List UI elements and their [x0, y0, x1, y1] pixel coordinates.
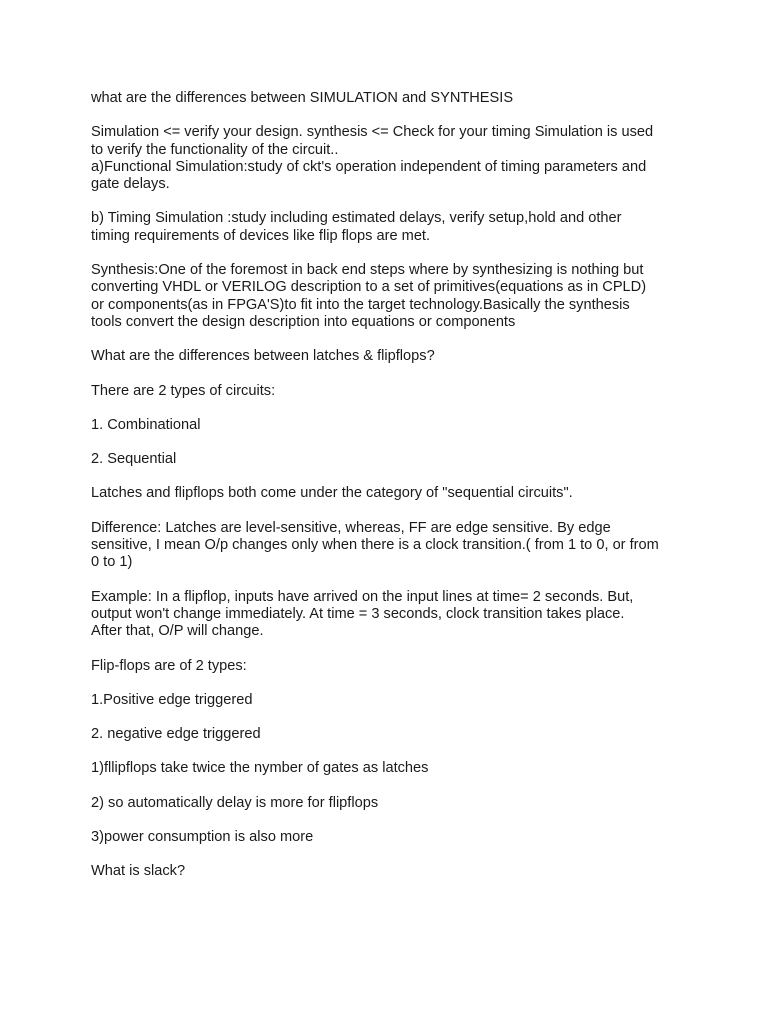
text-line: gate delays.	[91, 176, 170, 193]
document-page	[91, 90, 691, 898]
text-line: After that, O/P will change.	[91, 623, 264, 640]
text-line: Synthesis:One of the foremost in back end steps where by synthesizing is nothing but	[91, 262, 644, 279]
paragraph-synthesis-definition	[91, 262, 691, 331]
text-line: b) Timing Simulation :study including estimated delays, verify setup,hold and other	[91, 210, 622, 227]
paragraph-circuit-types	[91, 383, 691, 400]
text-line: a)Functional Simulation:study of ckt's operation independent of timing parameters and	[91, 158, 647, 175]
text-line: What is slack?	[91, 863, 186, 880]
text-line: sensitive, I mean O/p changes only when there is a clock transition.( from 1 to 0, or from	[91, 537, 659, 554]
paragraph-heading-latches-flipflops	[91, 348, 691, 365]
text-line: 3)power consumption is also more	[91, 829, 314, 846]
paragraph-flipflop-types	[91, 658, 691, 675]
list-item-gate-count	[91, 760, 691, 777]
list-item-delay	[91, 795, 691, 812]
paragraph-difference	[91, 520, 691, 572]
list-item-combinational	[91, 417, 691, 434]
text-line: Latches and flipflops both come under the category of "sequential circuits".	[91, 485, 573, 502]
paragraph-sequential-category	[91, 485, 691, 502]
paragraph-heading-slack	[91, 863, 691, 880]
list-item-negative-edge	[91, 726, 691, 743]
text-line: 2. Sequential	[91, 451, 177, 468]
paragraph-heading-simulation-synthesis	[91, 90, 691, 107]
text-line: Difference: Latches are level-sensitive, whereas, FF are edge sensitive. By edge	[91, 519, 611, 536]
text-line: or components(as in FPGA'S)to fit into the target technology.Basically the synthesis	[91, 296, 630, 313]
text-line: 2. negative edge triggered	[91, 726, 261, 743]
text-line: 1. Combinational	[91, 416, 201, 433]
text-line: what are the differences between SIMULATION and SYNTHESIS	[91, 90, 514, 106]
text-line: 2) so automatically delay is more for flipflops	[91, 794, 379, 811]
text-line: What are the differences between latches & flipflops?	[91, 348, 435, 365]
paragraph-example	[91, 589, 691, 641]
list-item-sequential	[91, 451, 691, 468]
paragraph-simulation-definition	[91, 124, 691, 193]
text-line: to verify the functionality of the circuit..	[91, 141, 339, 158]
list-item-power	[91, 829, 691, 846]
text-line: 1.Positive edge triggered	[91, 691, 253, 708]
list-item-positive-edge	[91, 692, 691, 709]
text-line: converting VHDL or VERILOG description to a set of primitives(equations as in CPLD)	[91, 279, 647, 296]
text-line: 0 to 1)	[91, 554, 133, 571]
text-line: timing requirements of devices like flip flops are met.	[91, 227, 431, 244]
text-line: tools convert the design description into equations or components	[91, 313, 516, 330]
text-line: output won't change immediately. At time = 3 seconds, clock transition takes place.	[91, 605, 625, 622]
text-line: There are 2 types of circuits:	[91, 382, 276, 399]
text-line: Flip-flops are of 2 types:	[91, 657, 247, 674]
text-line: Example: In a flipflop, inputs have arrived on the input lines at time= 2 seconds. But,	[91, 588, 634, 605]
text-line: 1)fllipflops take twice the nymber of gates as latches	[91, 760, 429, 777]
text-line: Simulation <= verify your design. synthesis <= Check for your timing Simulation is used	[91, 124, 654, 141]
paragraph-timing-simulation	[91, 210, 691, 245]
